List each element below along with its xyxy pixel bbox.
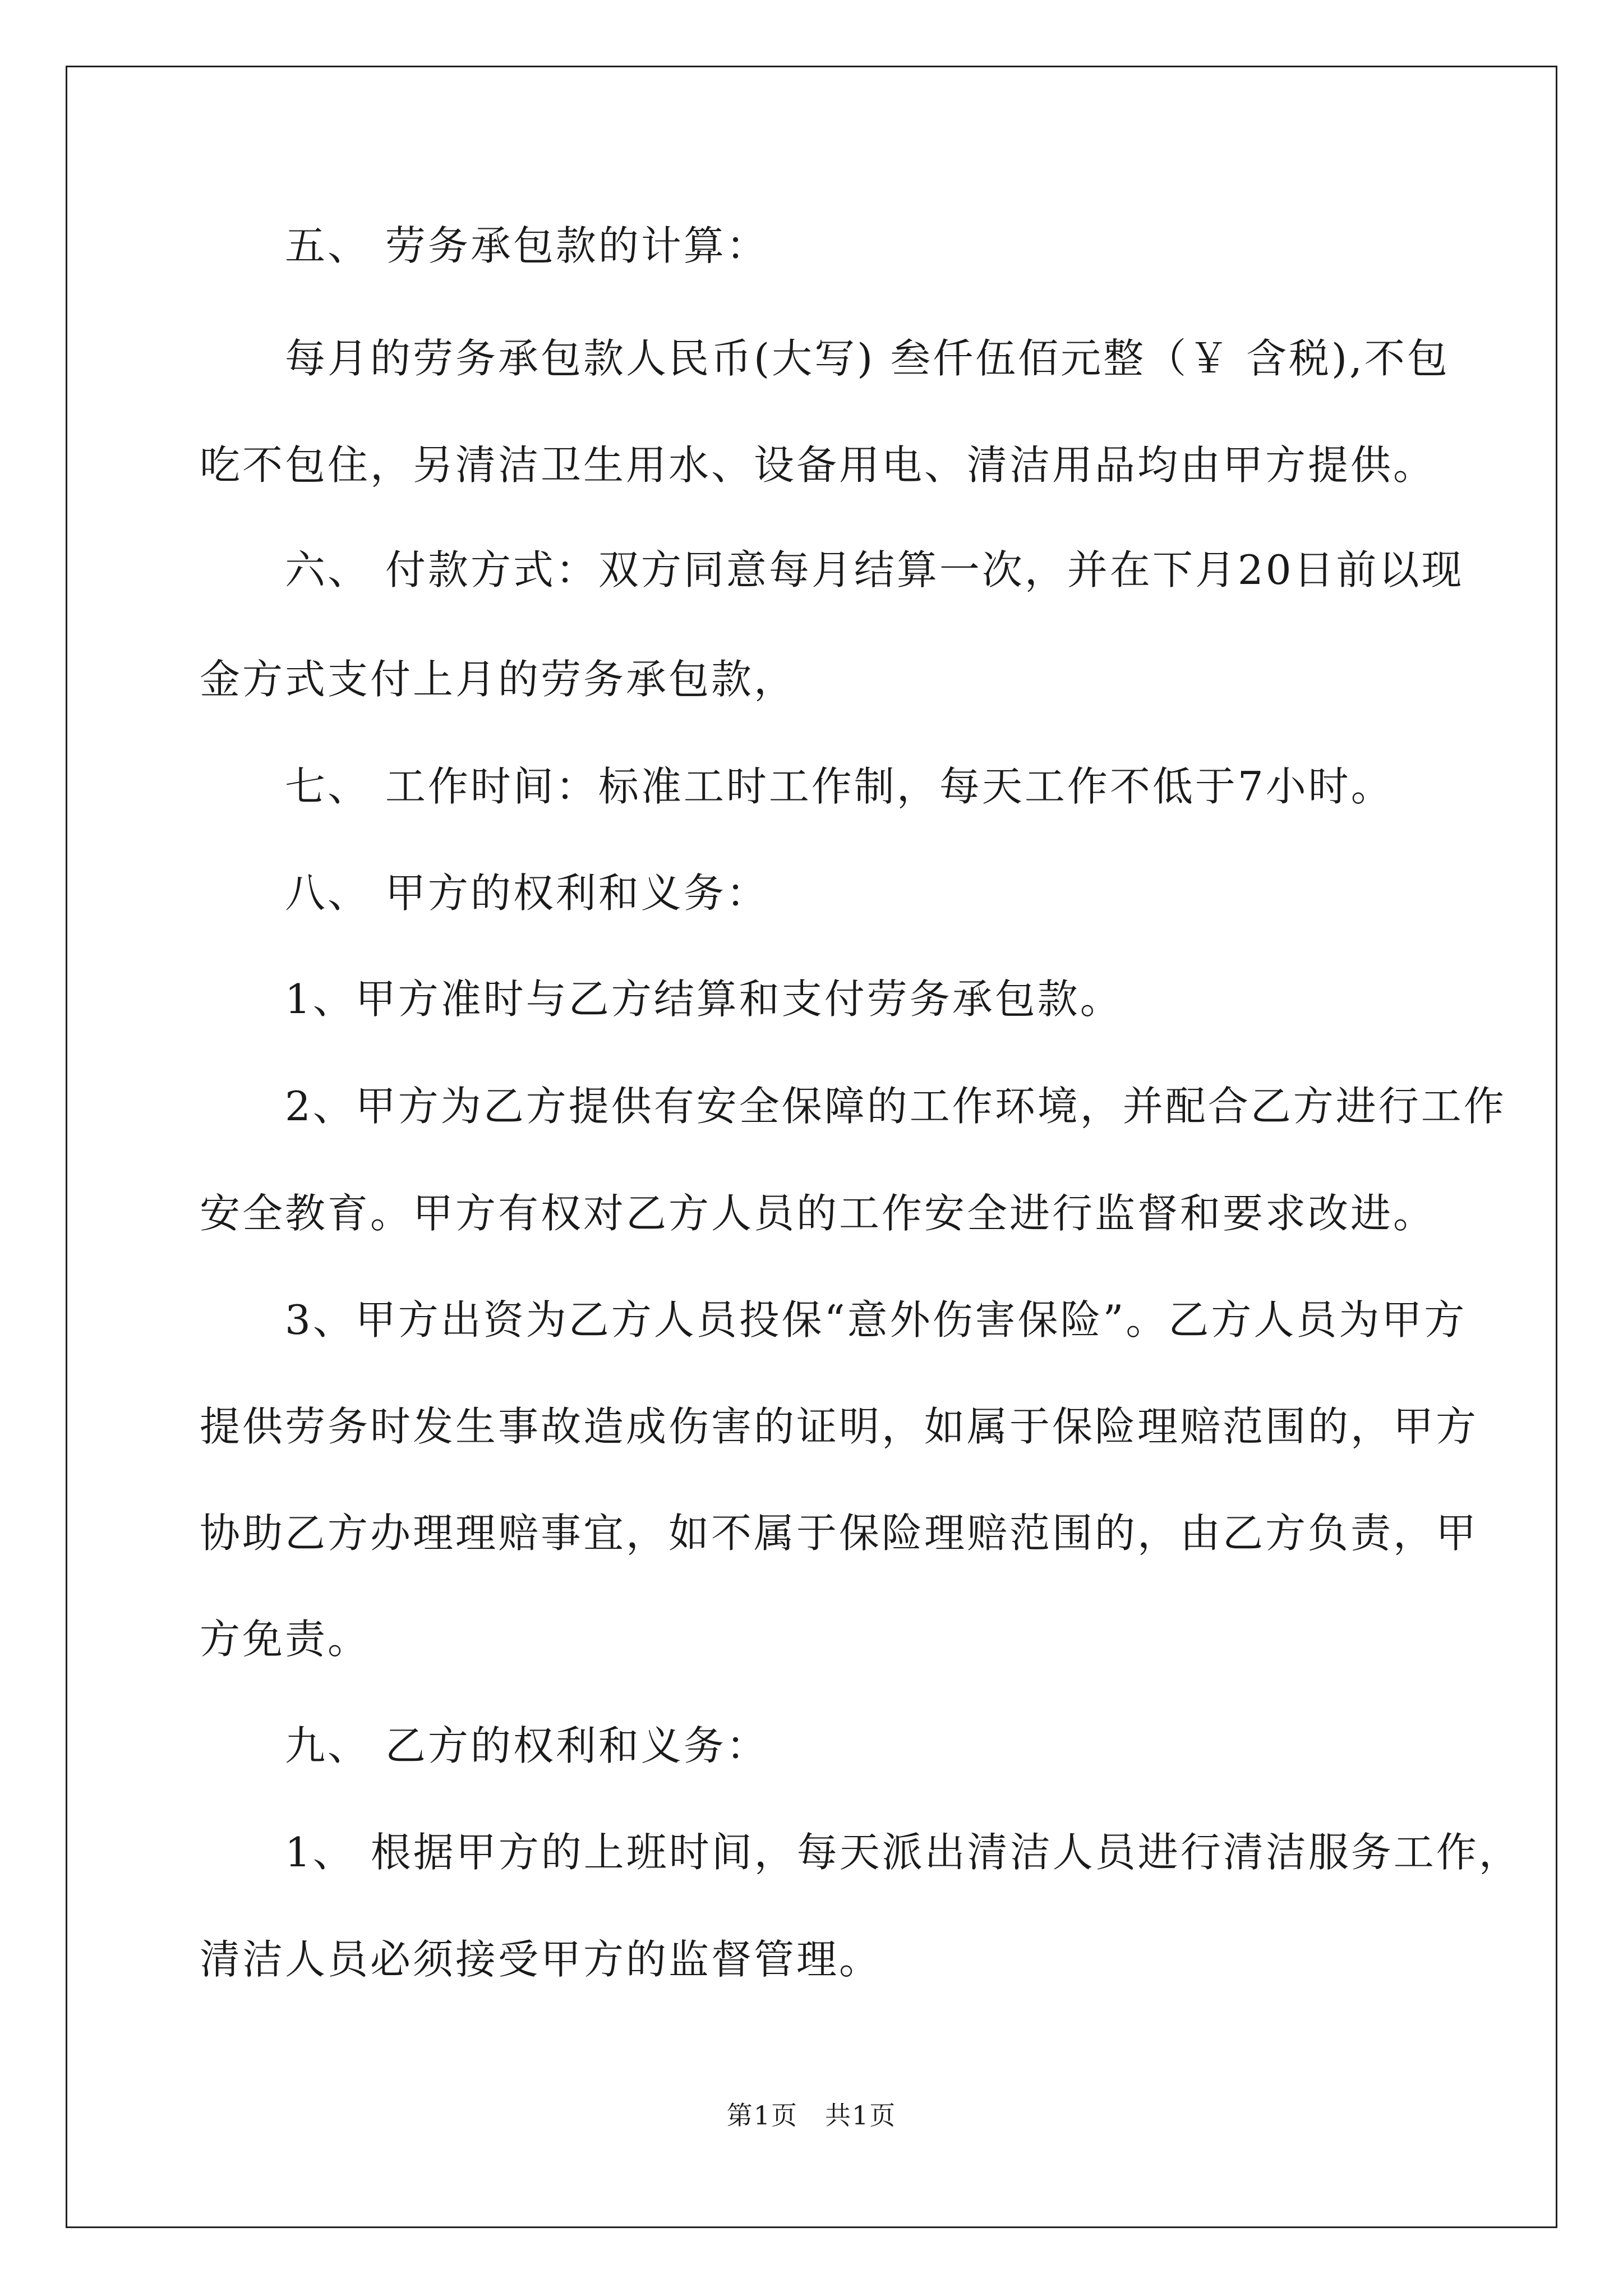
section-7-heading: 七、 工作时间：标准工时工作制，每天工作不低于7小时。 (200, 763, 1394, 810)
section-9-heading: 九、 乙方的权利和义务： (200, 1722, 769, 1769)
section-5-heading: 五、 劳务承包款的计算： (200, 222, 769, 269)
paragraph-line: 安全教育。甲方有权对乙方人员的工作安全进行监督和要求改进。 (200, 1190, 1436, 1237)
section-8-heading: 八、 甲方的权利和义务： (200, 869, 769, 917)
paragraph-line: 每月的劳务承包款人民币(大写) 叁仟伍佰元整（￥ 含税),不包 (200, 335, 1450, 382)
paragraph-line: 吃不包住，另清洁卫生用水、设备用电、清洁用品均由甲方提供。 (200, 441, 1436, 489)
paragraph-line: 协助乙方办理理赔事宜，如不属于保险理赔范围的，由乙方负责，甲 (200, 1510, 1479, 1557)
paragraph-line: 清洁人员必须接受甲方的监督管理。 (200, 1936, 882, 1983)
section-6-heading: 六、 付款方式：双方同意每月结算一次，并在下月20日前以现 (200, 546, 1464, 593)
paragraph-line: 金方式支付上月的劳务承包款， (200, 656, 797, 703)
paragraph-line: 方免责。 (200, 1616, 371, 1663)
clause-8-2: 2、甲方为乙方提供有安全保障的工作环境，并配合乙方进行工作 (200, 1083, 1506, 1130)
paragraph-line: 提供劳务时发生事故造成伤害的证明，如属于保险理赔范围的，甲方 (200, 1403, 1479, 1450)
page-footer: 第1页 共1页 (726, 2100, 897, 2131)
clause-8-1: 1、甲方准时与乙方结算和支付劳务承包款。 (200, 976, 1123, 1023)
clause-9-1: 1、 根据甲方的上班时间，每天派出清洁人员进行清洁服务工作， (200, 1829, 1521, 1876)
page-border (66, 66, 1557, 2228)
clause-8-3: 3、甲方出资为乙方人员投保“意外伤害保险”。乙方人员为甲方 (200, 1296, 1467, 1343)
